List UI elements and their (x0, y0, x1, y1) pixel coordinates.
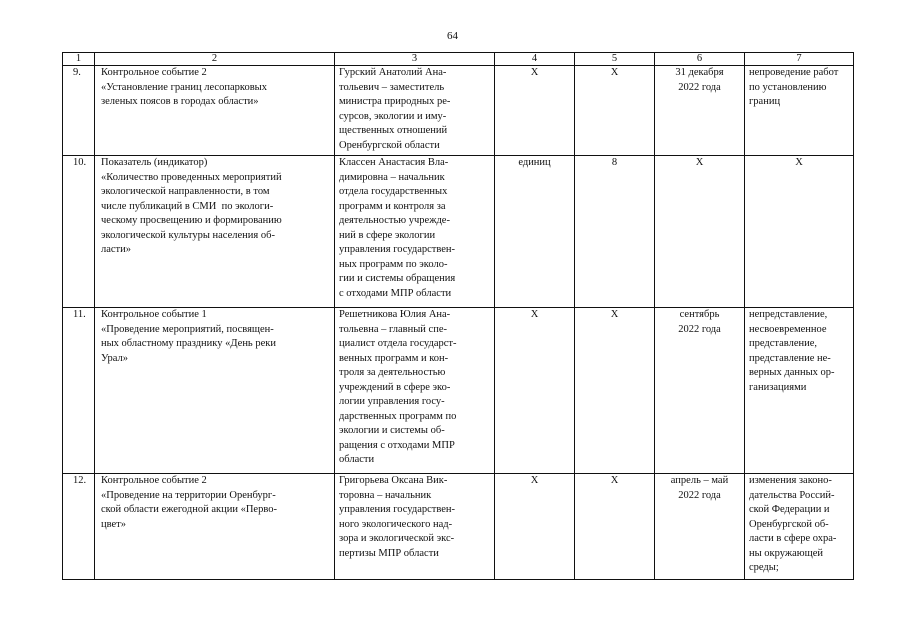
responsible-person: Решетникова Юлия Ана- тольевна – главный спе- циалист отдела государст- венных программ и кон- троля за деятельностью учреждений в сфере эко- логии управления госу- дарственных программ по экологии и системы об- ращения с отходами МПР области (335, 308, 495, 474)
column-header: 6 (655, 53, 745, 66)
table-header-row (63, 53, 854, 66)
value-cell: X (575, 308, 655, 474)
value-cell: X (575, 66, 655, 156)
responsible-person: Классен Анастасия Вла- димировна – начальник отдела государственных программ и контроля за деятельностью учрежде- ний в сфере экологии управления государствен- ных программ по эколо- гии и системы обращения с отходами МПР области (335, 156, 495, 308)
document-table (62, 52, 854, 580)
date-cell: апрель – май 2022 года (655, 474, 745, 580)
date-cell: 31 декабря 2022 года (655, 66, 745, 156)
risk-cell: непредставление, несвоевременное представление, представление не- верных данных ор- ганизациями (745, 308, 854, 474)
table-row (63, 308, 854, 474)
event-description: Контрольное событие 1 «Проведение мероприятий, посвящен- ных областному празднику «День реки Урал» (95, 308, 335, 474)
responsible-person: Григорьева Оксана Вик- торовна – начальник управления государствен- ного экологического над- зора и экологической экс- пертизы МПР области (335, 474, 495, 580)
table-row (63, 66, 854, 156)
row-number: 9. (63, 66, 95, 156)
date-cell: сентябрь 2022 года (655, 308, 745, 474)
column-header: 5 (575, 53, 655, 66)
unit-cell: единиц (495, 156, 575, 308)
table-row (63, 474, 854, 580)
column-header: 1 (63, 53, 95, 66)
row-number: 11. (63, 308, 95, 474)
responsible-person: Гурский Анатолий Ана- тольевич – заместитель министра природных ре- сурсов, экологии и иму- щественных отношений Оренбургской области (335, 66, 495, 156)
column-header: 4 (495, 53, 575, 66)
row-number: 10. (63, 156, 95, 308)
column-header: 7 (745, 53, 854, 66)
risk-cell: X (745, 156, 854, 308)
column-header: 3 (335, 53, 495, 66)
value-cell: 8 (575, 156, 655, 308)
event-description: Показатель (индикатор) «Количество проведенных мероприятий экологической направленности, в том числе публикаций в СМИ по экологи- ческому просвещению и формированию экологической культуры населения об- ласти» (95, 156, 335, 308)
value-cell: X (575, 474, 655, 580)
event-description: Контрольное событие 2 «Установление границ лесопарковых зеленых поясов в городах области» (95, 66, 335, 156)
table-row (63, 156, 854, 308)
column-header: 2 (95, 53, 335, 66)
risk-cell: изменения законо- дательства Россий- ской Федерации и Оренбургской об- ласти в сфере охра- ны окружающей среды; (745, 474, 854, 580)
unit-cell: X (495, 308, 575, 474)
date-cell: X (655, 156, 745, 308)
risk-cell: непроведение работ по установлению границ (745, 66, 854, 156)
row-number: 12. (63, 474, 95, 580)
event-description: Контрольное событие 2 «Проведение на территории Оренбург- ской области ежегодной акции «Перво- цвет» (95, 474, 335, 580)
unit-cell: X (495, 474, 575, 580)
page-number: 64 (447, 30, 458, 42)
unit-cell: X (495, 66, 575, 156)
